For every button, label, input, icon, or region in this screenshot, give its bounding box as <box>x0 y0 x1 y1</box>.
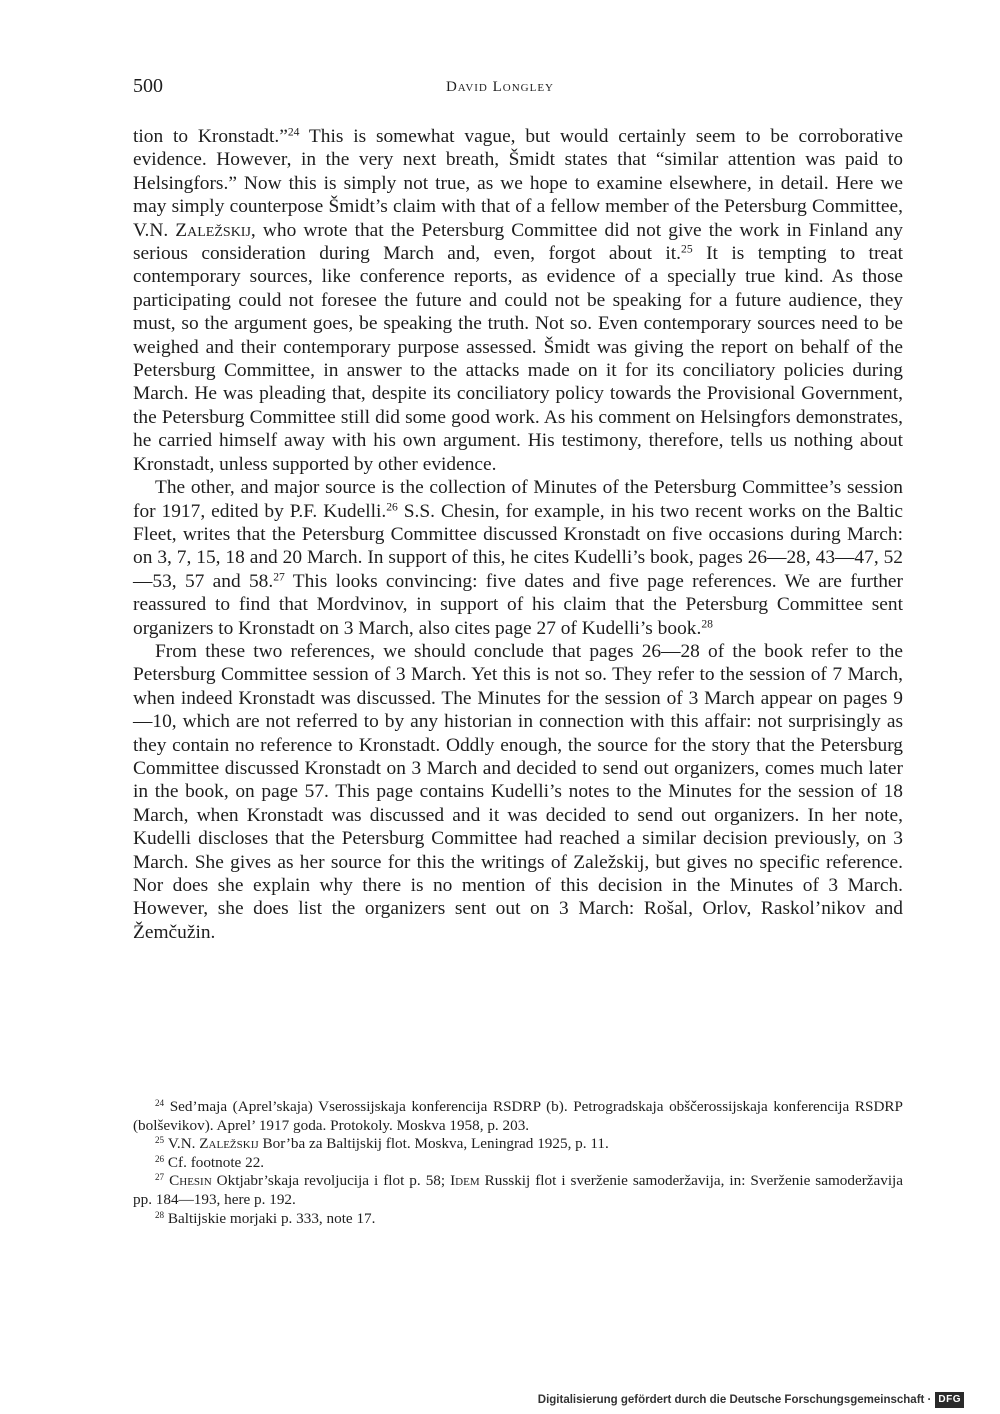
footnote-author: Chesin <box>169 1172 212 1190</box>
page-number: 500 <box>133 75 163 97</box>
digitization-credit <box>538 1392 964 1408</box>
footnote-25 <box>133 1135 903 1154</box>
footnotes <box>133 1098 903 1228</box>
footnote-text: Oktjabr’skaja revoljucija i flot p. 58; <box>211 1172 451 1190</box>
footnote-number: 26 <box>155 1153 165 1164</box>
text-run: tion to Kronstadt.” <box>133 126 288 147</box>
footnote-number: 27 <box>155 1172 165 1183</box>
paragraph-1 <box>133 125 903 476</box>
footnote-author: Idem <box>450 1172 480 1190</box>
paragraph-3 <box>133 640 903 944</box>
running-head: David Longley <box>445 79 555 95</box>
text-run: This is somewhat vague, but would certainly seem to be corroborative evidence. However, in the very next breath, Šmidt states that “similar attention was paid to Helsingfors.” Now this is simply not true, as we hope to examine elsewhere, in detail. Here we may simply counterpose Šmidt’s claim with that of a fellow member of the Petersburg Committee, V.N. <box>133 126 903 241</box>
footnote-26 <box>133 1154 903 1173</box>
footnote-28 <box>133 1210 903 1229</box>
author-name-zaleskij: Zaležskij <box>175 219 251 241</box>
footnote-number: 25 <box>155 1135 165 1146</box>
footnote-ref-24: 24 <box>287 125 300 139</box>
footnote-ref-25: 25 <box>681 242 693 256</box>
footnote-text: Baltijskie morjaki p. 333, note 17. <box>164 1209 376 1227</box>
footnote-text: Cf. footnote 22. <box>164 1153 265 1171</box>
credit-text: Digitalisierung gefördert durch die Deutsche Forschungsgemeinschaft · <box>537 1394 932 1406</box>
footnote-ref-27: 27 <box>273 570 285 584</box>
text-run: From these two references, we should conclude that pages 26—28 of the book refer to the Petersburg Committee session of 3 March. Yet this is not so. They refer to the session of 7 March, when indeed Kronstadt was discussed. The Minutes for the session of 3 March appear on pages 9—10, which are not referred to by any historian in connection with this affair: not surprisingly as they contain no reference to Kronstadt. Oddly enough, the source for the story that the Petersburg Committee discussed Kronstadt on 3 March and decided to send out organizers, comes much later in the book, on page 57. This page contains Kudelli’s notes to the Minutes for the session of 18 March, when Kronstadt was discussed and it was decided to send out organizers. In her note, Kudelli discloses that the Petersburg Committee had reached a similar decision previously, on 3 March. She gives as her source for this the writings of Zaležskij, but gives no specific reference. Nor does she explain why there is no mention of this decision in the Minutes of 3 March. However, she does list the organizers sent out on 3 March: Rošal, Orlov, Raskol’nikov and Žemčužin. <box>133 640 903 943</box>
dfg-logo-icon: DFG <box>935 1392 964 1408</box>
text-run: S.S. Chesin, for example, in his two recent works on the Baltic Fleet, writes that the Petersburg Committee discussed Kronstadt on five occasions during March: on 3, 7, 15, 18 and 20 March. In support of this, he cites Kudelli’s book, pages 26—28, 43—47, 52—53, 57 and 58. <box>133 500 903 592</box>
footnote-text: Sed’maja (Aprel’skaja) Vserossijskaja konferencija RSDRP (b). Petrogradskaja obščerossijskaja konferencija RSDRP (bolševikov). Aprel’ 1917 goda. Protokoly. Moskva 1958, p. 203. <box>133 1098 903 1134</box>
paragraph-2 <box>133 476 903 640</box>
footnote-text: Russkij flot i sverženie samoderžavija, in: Sverženie samoderžavija pp. 184—193, here p. 192. <box>133 1172 904 1208</box>
body-text <box>133 125 903 944</box>
text-run: It is tempting to treat contemporary sources, like conference reports, as evidence of a specially true kind. As those participating could not foresee the future and could not be speaking for a future audience, they must, so the argument goes, be speaking the truth. Not so. Even contemporary sources need to be weighed and their contemporary purpose assessed. Šmidt was giving the report on behalf of the Petersburg Committee, in answer to the attacks made on it for its conciliatory policies during March. He was pleading that, despite its conciliatory policy towards the Provisional Government, the Petersburg Committee still did some good work. As his comment on Helsingfors demonstrates, he carried himself away with his own argument. His testimony, therefore, tells us nothing about Kronstadt, unless supported by other evidence. <box>133 243 903 475</box>
footnote-number: 28 <box>155 1209 165 1220</box>
footnote-ref-26: 26 <box>386 500 398 514</box>
text-run: This looks convincing: five dates and five page references. We are further reassured to find that Mordvinov, in support of his claim that the Petersburg Committee sent organizers to Kronstadt on 3 March, also cites page 27 of Kudelli’s book. <box>133 570 903 639</box>
footnote-number: 24 <box>155 1097 165 1108</box>
footnote-ref-28: 28 <box>701 617 713 631</box>
text-run: The other, and major source is the collection of Minutes of the Petersburg Committee’s session for 1917, edited by P.F. Kudelli. <box>133 477 903 522</box>
footnote-24 <box>133 1098 903 1135</box>
footnote-27 <box>133 1172 903 1209</box>
footnote-author: V.N. Zaležskij <box>167 1135 259 1153</box>
text-run: , who wrote that the Petersburg Committee did not give the work in Finland any serious consideration during March and, even, forgot about it. <box>133 219 903 265</box>
footnote-text: Bor’ba za Baltijskij flot. Moskva, Leningrad 1925, p. 11. <box>258 1135 609 1153</box>
